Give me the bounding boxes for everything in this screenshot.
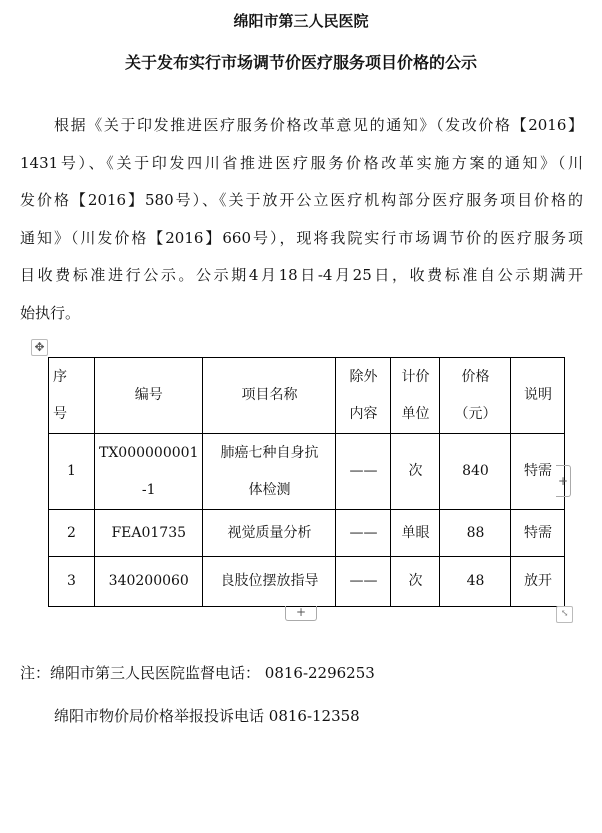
table-row	[49, 434, 565, 510]
cell-price: 840	[440, 434, 511, 510]
cell-note: 特需	[511, 434, 565, 510]
header-name: 项目名称	[203, 358, 336, 434]
header-text: 计价	[401, 368, 430, 385]
cell-text: 肺癌七种自身抗	[220, 444, 319, 461]
cell-no: 3	[49, 557, 95, 607]
paragraph-line: 发价格【2016】580号）、《关于放开公立医疗机构部分医疗服务项目价格的	[20, 191, 583, 210]
table-row	[49, 510, 565, 557]
paragraph-line: 根据《关于印发推进医疗服务价格改革意见的通知》（发改价格【2016】	[54, 116, 583, 134]
document-title: 关于发布实行市场调节价医疗服务项目价格的公示	[124, 53, 477, 72]
table-header-row	[49, 358, 565, 434]
header-text: 号	[53, 405, 67, 422]
paragraph-line: 目收费标准进行公示。公示期4月18日-4月25日，收费标准自公示期满开	[20, 266, 583, 285]
cell-price: 48	[440, 557, 511, 607]
header-unit	[391, 358, 440, 434]
cell-text: TX000000001	[99, 444, 199, 461]
header-text: 序	[53, 368, 67, 385]
paragraph-line: 1431号）、《关于印发四川省推进医疗服务价格改革实施方案的通知》（川	[20, 153, 583, 172]
header-text: （元）	[454, 405, 497, 422]
table-row	[49, 557, 565, 607]
cell-text: 体检测	[248, 481, 291, 498]
header-text: 单位	[401, 405, 430, 422]
add-column-button[interactable]: +	[556, 465, 571, 497]
body-paragraph	[20, 112, 583, 338]
add-row-button[interactable]: +	[285, 606, 317, 621]
header-exclude	[336, 358, 391, 434]
cell-code: 340200060	[95, 557, 203, 607]
complaint-phone-note: 绵阳市物价局价格举报投诉电话 0816-12358	[54, 707, 360, 725]
price-table	[48, 357, 565, 607]
header-code: 编号	[95, 358, 203, 434]
supervision-phone-note: 注：绵阳市第三人民医院监督电话： 0816-2296253	[20, 664, 375, 682]
paragraph-line: 通知》（川发价格【2016】660号），现将我院实行市场调节价的医疗服务项	[20, 228, 583, 247]
cell-code: FEA01735	[95, 510, 203, 557]
cell-name: 视觉质量分析	[203, 510, 336, 557]
header-text: 价格	[461, 368, 490, 385]
header-price	[440, 358, 511, 434]
header-note: 说明	[511, 358, 565, 434]
cell-name	[203, 434, 336, 510]
header-text: 除外	[349, 368, 378, 385]
hospital-name: 绵阳市第三人民医院	[233, 12, 369, 30]
header-text: 内容	[349, 405, 378, 422]
cell-unit: 次	[391, 557, 440, 607]
header-no	[49, 358, 95, 434]
cell-note: 放开	[511, 557, 565, 607]
cell-unit: 次	[391, 434, 440, 510]
cell-no: 1	[49, 434, 95, 510]
cell-unit: 单眼	[391, 510, 440, 557]
cell-exclude: ——	[336, 510, 391, 557]
paragraph-line: 始执行。	[20, 303, 81, 322]
cell-price: 88	[440, 510, 511, 557]
cell-no: 2	[49, 510, 95, 557]
table-move-handle-icon[interactable]: ✥	[31, 339, 48, 356]
cell-name: 良肢位摆放指导	[203, 557, 336, 607]
cell-code	[95, 434, 203, 510]
cell-exclude: ——	[336, 434, 391, 510]
cell-exclude: ——	[336, 557, 391, 607]
cell-note: 特需	[511, 510, 565, 557]
cell-text: -1	[141, 481, 156, 498]
table-resize-handle-icon[interactable]: ⤡	[556, 606, 573, 623]
